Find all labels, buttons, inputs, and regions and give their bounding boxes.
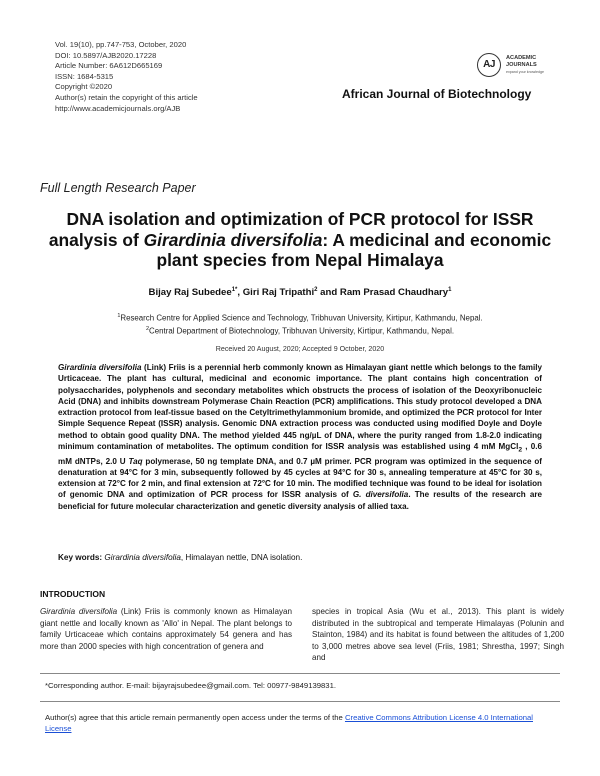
title-part-1: DNA isolation and optimization of PCR protocol for ISSR analysis of: [48, 209, 534, 250]
keywords-rest: , Himalayan nettle, DNA isolation.: [180, 553, 303, 562]
abstract-species-short: G. diversifolia: [352, 490, 409, 500]
affiliation-text: Central Department of Biotechnology, Tribhuvan University, Kirtipur, Kathmandu, Nepal.: [149, 326, 455, 336]
abstract-subscript: 2: [518, 446, 523, 454]
issn: ISSN: 1684-5315: [55, 71, 114, 81]
rights-statement: Author(s) retain the copyright of this article: [55, 92, 198, 102]
publisher-name: [506, 55, 537, 69]
body-column-left: [40, 606, 292, 652]
author-name: Giri Raj Tripathi: [242, 287, 315, 299]
author-name: Ram Prasad Chaudhary: [339, 287, 449, 299]
volume-info: Vol. 19(10), pp.747-753, October, 2020: [55, 40, 187, 49]
academic-journals-logo-icon: AJ: [477, 53, 501, 77]
affiliations: [40, 311, 560, 337]
title-part-2: : A medicinal and economic plant species from Nepal Himalaya: [156, 229, 552, 270]
title-species: Girardinia diversifolia: [143, 229, 323, 250]
corresponding-author: *Corresponding author. E-mail: bijayrajsubedee@gmail.com. Tel: 00977-9849139831.: [45, 681, 336, 690]
journal-url[interactable]: http://www.academicjournals.org/AJB: [55, 103, 181, 113]
affiliation-1: [40, 311, 560, 324]
keywords-label: Key words:: [58, 553, 103, 562]
abstract-text: polymerase, 50 ng template DNA, and 0.7 µM primer. PCR program was optimized in the sequence of denaturation at 94°C for 3 min, subsequently followed by 45 cycles at 94°C for 30 s, annealing temperature at 45°C for 30 s, extension at 72°C for 2 min, and final extension at 72°C for 10 min. The modified technique was found to be ideal for isolation of genomic DNA and optimization of PCR process for ISSR analysis of: [58, 456, 542, 500]
paper-title: [40, 209, 560, 271]
abstract-text: (Link) Friis is a perennial herb commonly known as Himalayan giant nettle which belongs to the family Urticaceae. The plant has cultural, medicinal and economic importance. The plant contains high concentration of polysaccharides, polyphenols and secondary metabolites which obstructs the process of isolation of the Deoxyribonucleic Acid (DNA) and inhibits downstream Polymerase Chain Reaction (PCR) amplifications. This study protocol developed a DNA extraction protocol from leaf-tissue based on the Cetyltrimethylammonium bromide, and optimized the PCR protocol for Inter Simple Sequence Repeat (ISSR) analysis. Genomic DNA extraction process was conducted using modified Doyle and Doyle method to obtain good quality DNA. The method yielded 445 ng/µL of DNA, where the purity ranged from 1.8-2.0 indicating minimum contamination of metabolites. The optimum condition for ISSR analysis was established using 4 mM MgCl: [58, 363, 542, 451]
doi: DOI: 10.5897/AJB2020.17228: [55, 50, 157, 60]
footer-divider: [40, 673, 560, 674]
abstract-text: , 0.6 mM dNTPs, 2.0 U: [58, 441, 542, 466]
affiliation-mark: 1: [117, 313, 121, 319]
article-metadata: [55, 40, 198, 114]
section-heading-introduction: INTRODUCTION: [40, 589, 106, 599]
license-statement: [45, 712, 560, 735]
author-list: Bijay Raj Subedee$^{1*}$, Giri Raj Tripathi$^2$ and Ram Prasad Chaudhary$^1$: [148, 287, 452, 299]
abstract-taq: Taq: [128, 456, 143, 466]
article-number: Article Number: 6A612D665169: [55, 61, 163, 71]
license-link[interactable]: Creative Commons Attribution License 4.0 International License: [45, 713, 533, 734]
publisher-line-1: ACADEMIC: [506, 55, 537, 61]
author-affiliation-mark: 1: [448, 287, 452, 293]
publisher-tagline: expand your knowledge: [506, 70, 544, 74]
intro-species: Girardinia diversifolia: [40, 607, 118, 616]
abstract-species: Girardinia diversifolia: [58, 363, 142, 372]
affiliation-mark: 2: [145, 326, 150, 333]
license-text: Author(s) agree that this article remain permanently open access under the terms of the: [45, 713, 345, 722]
keywords: [58, 553, 302, 562]
author-affiliation-mark: 2: [314, 287, 318, 293]
author-affiliation-mark: 1*: [231, 287, 238, 293]
keyword-species: Girardinia diversifolia: [104, 553, 181, 562]
body-column-right: species in tropical Asia (Wu et al., 2013). This plant is widely distributed in the subtropical and temperate Himalayas (Polunin and Stainton, 1984) and its habitat is found between the altitudes of 1,200 to 3,000 metres above sea level (Friis, 1981; Shrestha, 1997; Singh and: [312, 607, 564, 663]
affiliation-2: [40, 324, 560, 337]
intro-text: (Link) Friis is commonly known as Himalayan giant nettle and locally known as 'Allo' in Nepal. The plant belongs to family Urticaceae which contains approximately 54 genera and has more than 2000 species with high concentration of genera and: [40, 607, 292, 651]
publisher-line-2: JOURNALS: [506, 62, 537, 68]
received-accepted-dates: Received 20 August, 2020; Accepted 9 October, 2020: [215, 345, 385, 353]
journal-name: African Journal of Biotechnology: [342, 87, 532, 101]
abstract-text: . The results of the research are beneficial for future molecular characterization and genetic diversity analysis of allied taxa.: [58, 490, 542, 511]
affiliation-text: Research Centre for Applied Science and Technology, Tribhuvan University, Kirtipur, Kathmandu, Nepal.: [120, 313, 483, 323]
author-name: Bijay Raj Subedee: [148, 287, 232, 299]
copyright: Copyright ©2020: [55, 82, 113, 92]
paper-type: Full Length Research Paper: [40, 181, 196, 195]
footer-divider: [40, 701, 560, 702]
abstract: [58, 362, 542, 512]
